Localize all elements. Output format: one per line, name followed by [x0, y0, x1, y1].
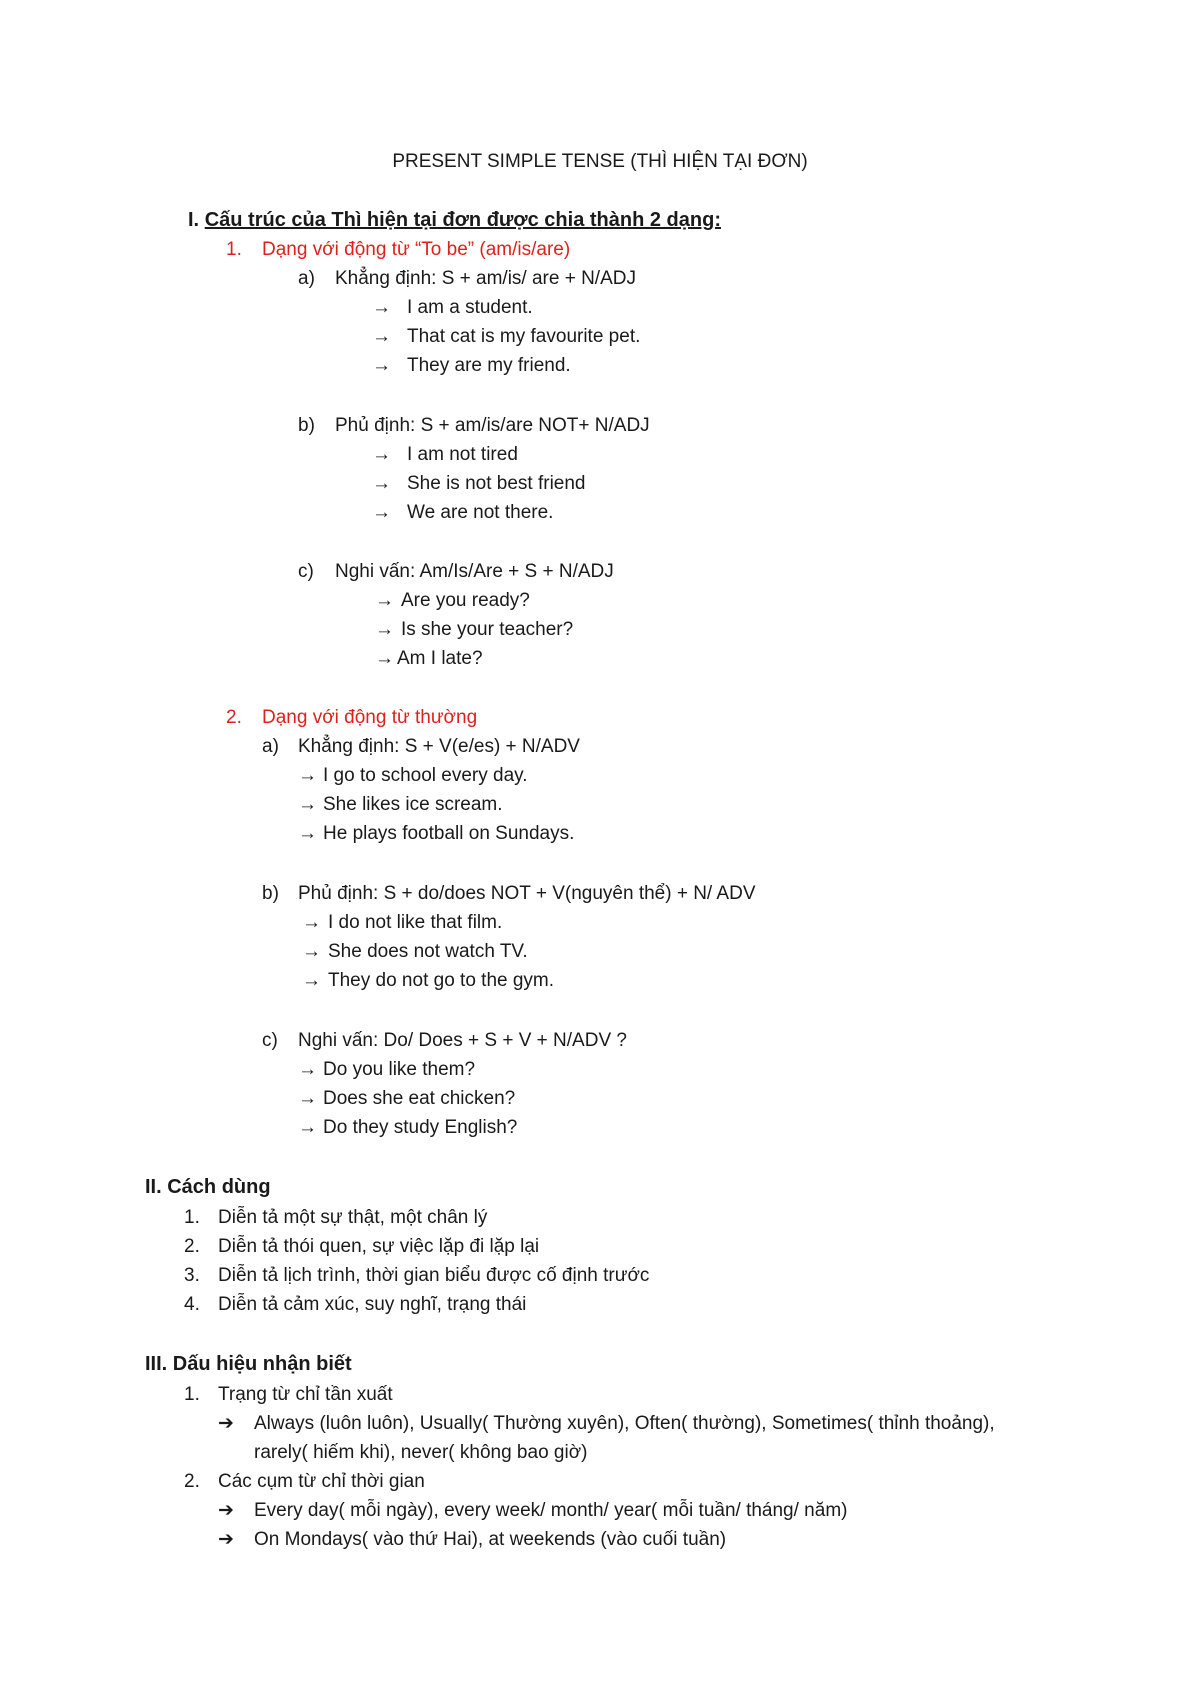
part-2-heading: Dạng với động từ thường — [262, 707, 478, 728]
signs-2-example-2: On Mondays( vào thứ Hai), at weekends (vào cuối tuần) — [254, 1529, 727, 1550]
section-3-heading: III. Dấu hiệu nhận biết — [145, 1353, 352, 1375]
section-1-heading — [188, 208, 721, 232]
p1-c-example-2: Is she your teacher? — [401, 619, 574, 640]
usage-3-number: 3. — [184, 1265, 200, 1286]
arrow-icon: → — [375, 648, 394, 669]
usage-3-text: Diễn tả lịch trình, thời gian biểu được cố định trước — [218, 1265, 650, 1286]
arrow-icon: → — [372, 326, 391, 347]
usage-1-number: 1. — [184, 1207, 200, 1228]
bullet-arrow-icon: ➔ — [218, 1529, 234, 1550]
usage-4-number: 4. — [184, 1294, 200, 1315]
p2-c-example-2: Does she eat chicken? — [323, 1088, 516, 1109]
p2-a-example-2: She likes ice scream. — [323, 794, 503, 815]
arrow-icon: → — [298, 1088, 317, 1109]
signs-1-examples-line-1: Always (luôn luôn), Usually( Thường xuyên), Often( thường), Sometimes( thỉnh thoảng), — [254, 1413, 995, 1434]
arrow-icon: → — [372, 444, 391, 465]
section-2-heading: II. Cách dùng — [145, 1176, 271, 1198]
p2-c-example-1: Do you like them? — [323, 1059, 476, 1080]
p1-b-label: b) — [298, 415, 315, 436]
p1-b-example-2: She is not best friend — [407, 473, 586, 494]
p2-b-label: b) — [262, 883, 279, 904]
arrow-icon: → — [298, 823, 317, 844]
p1-a-text: Khẳng định: S + am/is/ are + N/ADJ — [335, 268, 636, 289]
usage-1-text: Diễn tả một sự thật, một chân lý — [218, 1207, 488, 1228]
document-title: PRESENT SIMPLE TENSE (THÌ HIỆN TẠI ĐƠN) — [392, 151, 808, 172]
p1-b-text: Phủ định: S + am/is/are NOT+ N/ADJ — [335, 415, 650, 436]
arrow-icon: → — [302, 970, 321, 991]
arrow-icon: → — [298, 1117, 317, 1138]
p2-a-example-1: I go to school every day. — [323, 765, 528, 786]
arrow-icon: → — [372, 355, 391, 376]
p1-b-example-1: I am not tired — [407, 444, 518, 465]
p2-c-label: c) — [262, 1030, 278, 1051]
p2-b-example-3: They do not go to the gym. — [328, 970, 555, 991]
signs-1-examples-line-2: rarely( hiếm khi), never( không bao giờ) — [254, 1442, 588, 1463]
bullet-arrow-icon: ➔ — [218, 1500, 234, 1521]
arrow-icon: → — [298, 765, 317, 786]
section-1-prefix: I. — [188, 209, 200, 231]
section-1-title: Cấu trúc của Thì hiện tại đơn được chia thành 2 dạng: — [204, 209, 721, 231]
part-1-number: 1. — [226, 239, 242, 260]
arrow-icon: → — [298, 1059, 317, 1080]
usage-2-text: Diễn tả thói quen, sự việc lặp đi lặp lại — [218, 1236, 540, 1257]
p2-a-text: Khẳng định: S + V(e/es) + N/ADV — [298, 736, 580, 757]
p1-a-example-1: I am a student. — [407, 297, 533, 318]
p1-c-text: Nghi vấn: Am/Is/Are + S + N/ADJ — [335, 561, 614, 582]
signs-2-text: Các cụm từ chỉ thời gian — [218, 1471, 425, 1492]
p2-c-example-3: Do they study English? — [323, 1117, 518, 1138]
arrow-icon: → — [372, 473, 391, 494]
arrow-icon: → — [372, 502, 391, 523]
bullet-arrow-icon: ➔ — [218, 1413, 234, 1434]
p2-a-label: a) — [262, 736, 279, 757]
arrow-icon: → — [375, 590, 394, 611]
usage-4-text: Diễn tả cảm xúc, suy nghĩ, trạng thái — [218, 1294, 527, 1315]
arrow-icon: → — [298, 794, 317, 815]
p2-a-example-3: He plays football on Sundays. — [323, 823, 575, 844]
p1-a-example-3: They are my friend. — [407, 355, 571, 376]
p1-c-example-3: Am I late? — [397, 648, 483, 669]
p1-b-example-3: We are not there. — [407, 502, 554, 523]
p1-a-example-2: That cat is my favourite pet. — [407, 326, 641, 347]
part-1-heading: Dạng với động từ “To be” (am/is/are) — [262, 239, 571, 260]
arrow-icon: → — [302, 912, 321, 933]
p1-a-label: a) — [298, 268, 315, 289]
signs-2-example-1: Every day( mỗi ngày), every week/ month/ year( mỗi tuần/ tháng/ năm) — [254, 1500, 848, 1521]
signs-2-number: 2. — [184, 1471, 200, 1492]
arrow-icon: → — [372, 297, 391, 318]
p2-b-example-2: She does not watch TV. — [328, 941, 528, 962]
arrow-icon: → — [375, 619, 394, 640]
p2-b-example-1: I do not like that film. — [328, 912, 503, 933]
signs-1-text: Trạng từ chỉ tần xuất — [218, 1384, 393, 1405]
signs-1-number: 1. — [184, 1384, 200, 1405]
usage-2-number: 2. — [184, 1236, 200, 1257]
p2-c-text: Nghi vấn: Do/ Does + S + V + N/ADV ? — [298, 1030, 627, 1051]
p1-c-example-1: Are you ready? — [401, 590, 530, 611]
p2-b-text: Phủ định: S + do/does NOT + V(nguyên thể) + N/ ADV — [298, 883, 756, 904]
arrow-icon: → — [302, 941, 321, 962]
p1-c-label: c) — [298, 561, 314, 582]
part-2-number: 2. — [226, 707, 242, 728]
